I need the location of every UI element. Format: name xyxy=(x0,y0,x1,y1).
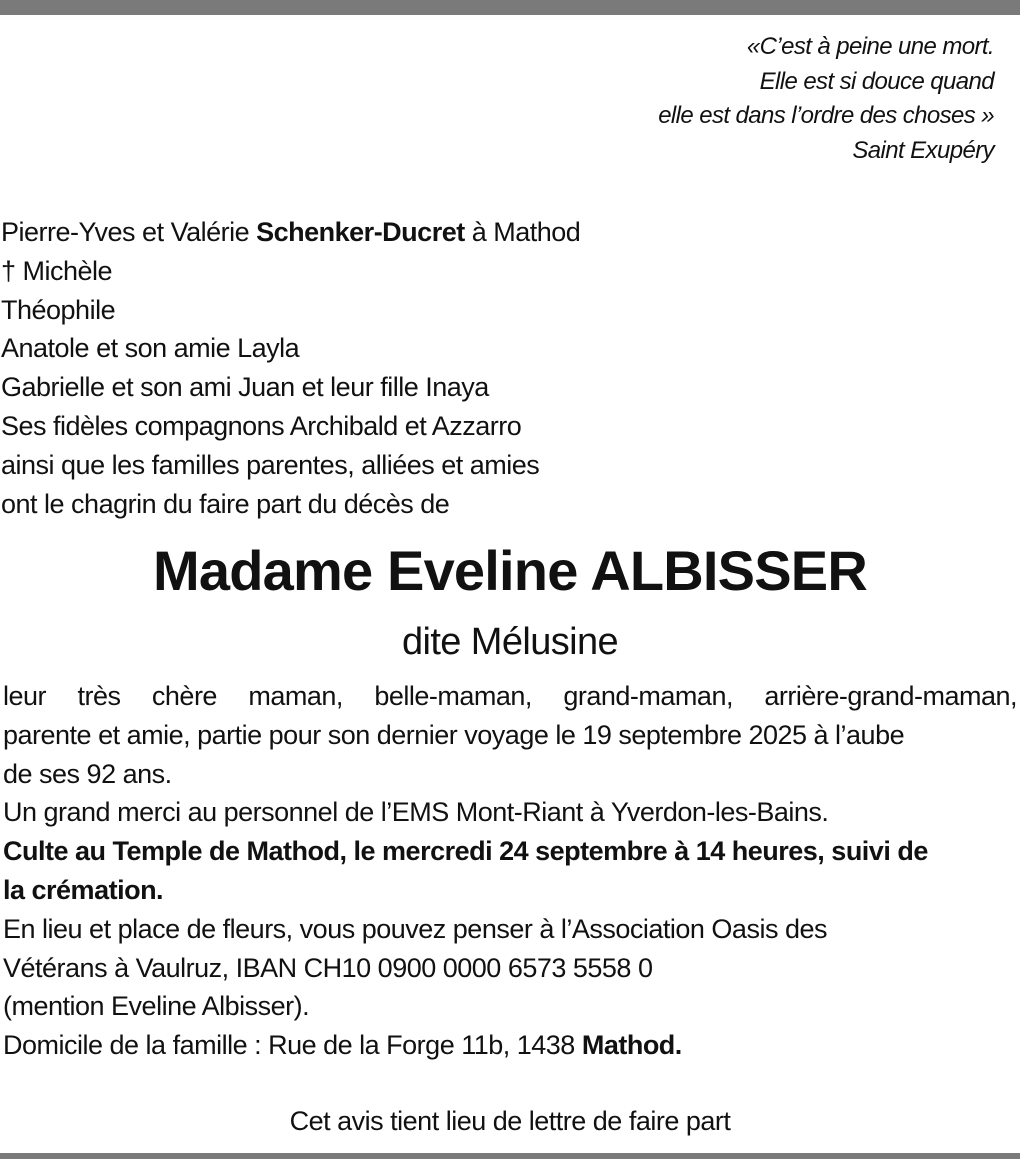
quote-line: elle est dans l’ordre des choses » xyxy=(658,102,994,129)
thanks-line: Un grand merci au personnel de l’EMS Mont-Riant à Yverdon-les-Bains. xyxy=(3,797,829,828)
footer-notice: Cet avis tient lieu de lettre de faire part xyxy=(289,1106,731,1136)
obituary-body xyxy=(3,677,1017,1065)
parents-location: à Mathod xyxy=(464,217,581,247)
quote-line: Elle est si douce quand xyxy=(759,67,994,95)
family-line: Gabrielle et son ami Juan et leur fille Inaya xyxy=(1,372,489,403)
quote-author: Saint Exupéry xyxy=(852,136,994,164)
family-line: Anatole et son amie Layla xyxy=(1,333,300,364)
epigraph-quote xyxy=(658,30,994,168)
family-surname: Schenker-Ducret xyxy=(256,217,465,247)
family-announcers xyxy=(1,213,580,523)
top-border xyxy=(0,0,1020,15)
parents-names: Pierre-Yves et Valérie xyxy=(1,217,257,247)
address-line xyxy=(3,1026,1017,1065)
tribute-line: leur très chère maman, belle-maman, grand-maman, arrière-grand-maman, xyxy=(3,681,1017,711)
address-text: Domicile de la famille : Rue de la Forge 11b, 1438 xyxy=(3,1030,582,1061)
quote-line: «C’est à peine une mort. xyxy=(746,33,994,60)
family-line-parents xyxy=(1,213,580,252)
bottom-border xyxy=(0,1153,1020,1159)
deceased-name: Madame Eveline ALBISSER xyxy=(153,539,867,602)
ceremony-line: Culte au Temple de Mathod, le mercredi 24 septembre à 14 heures, suivi de xyxy=(3,836,928,867)
deceased-alias: dite Mélusine xyxy=(401,621,619,663)
tribute-line: parente et amie, partie pour son dernier voyage le 19 septembre 2025 à l’aube xyxy=(3,719,905,750)
donation-line: (mention Eveline Albisser). xyxy=(3,991,310,1022)
family-line: Ses fidèles compagnons Archibald et Azzarro xyxy=(1,410,522,441)
family-line: Théophile xyxy=(1,294,116,325)
donation-line: En lieu et place de fleurs, vous pouvez penser à l’Association Oasis des xyxy=(3,913,827,944)
ceremony-line: la crémation. xyxy=(3,874,164,905)
tribute-line: de ses 92 ans. xyxy=(3,758,172,789)
announcement-line: ont le chagrin du faire part du décès de xyxy=(1,488,450,519)
family-line: ainsi que les familles parentes, alliées et amies xyxy=(1,449,540,480)
address-town: Mathod. xyxy=(581,1030,682,1061)
donation-line: Vétérans à Vaulruz, IBAN CH10 0900 0000 6573 5558 0 xyxy=(3,952,653,983)
family-line: † Michèle xyxy=(1,255,113,286)
